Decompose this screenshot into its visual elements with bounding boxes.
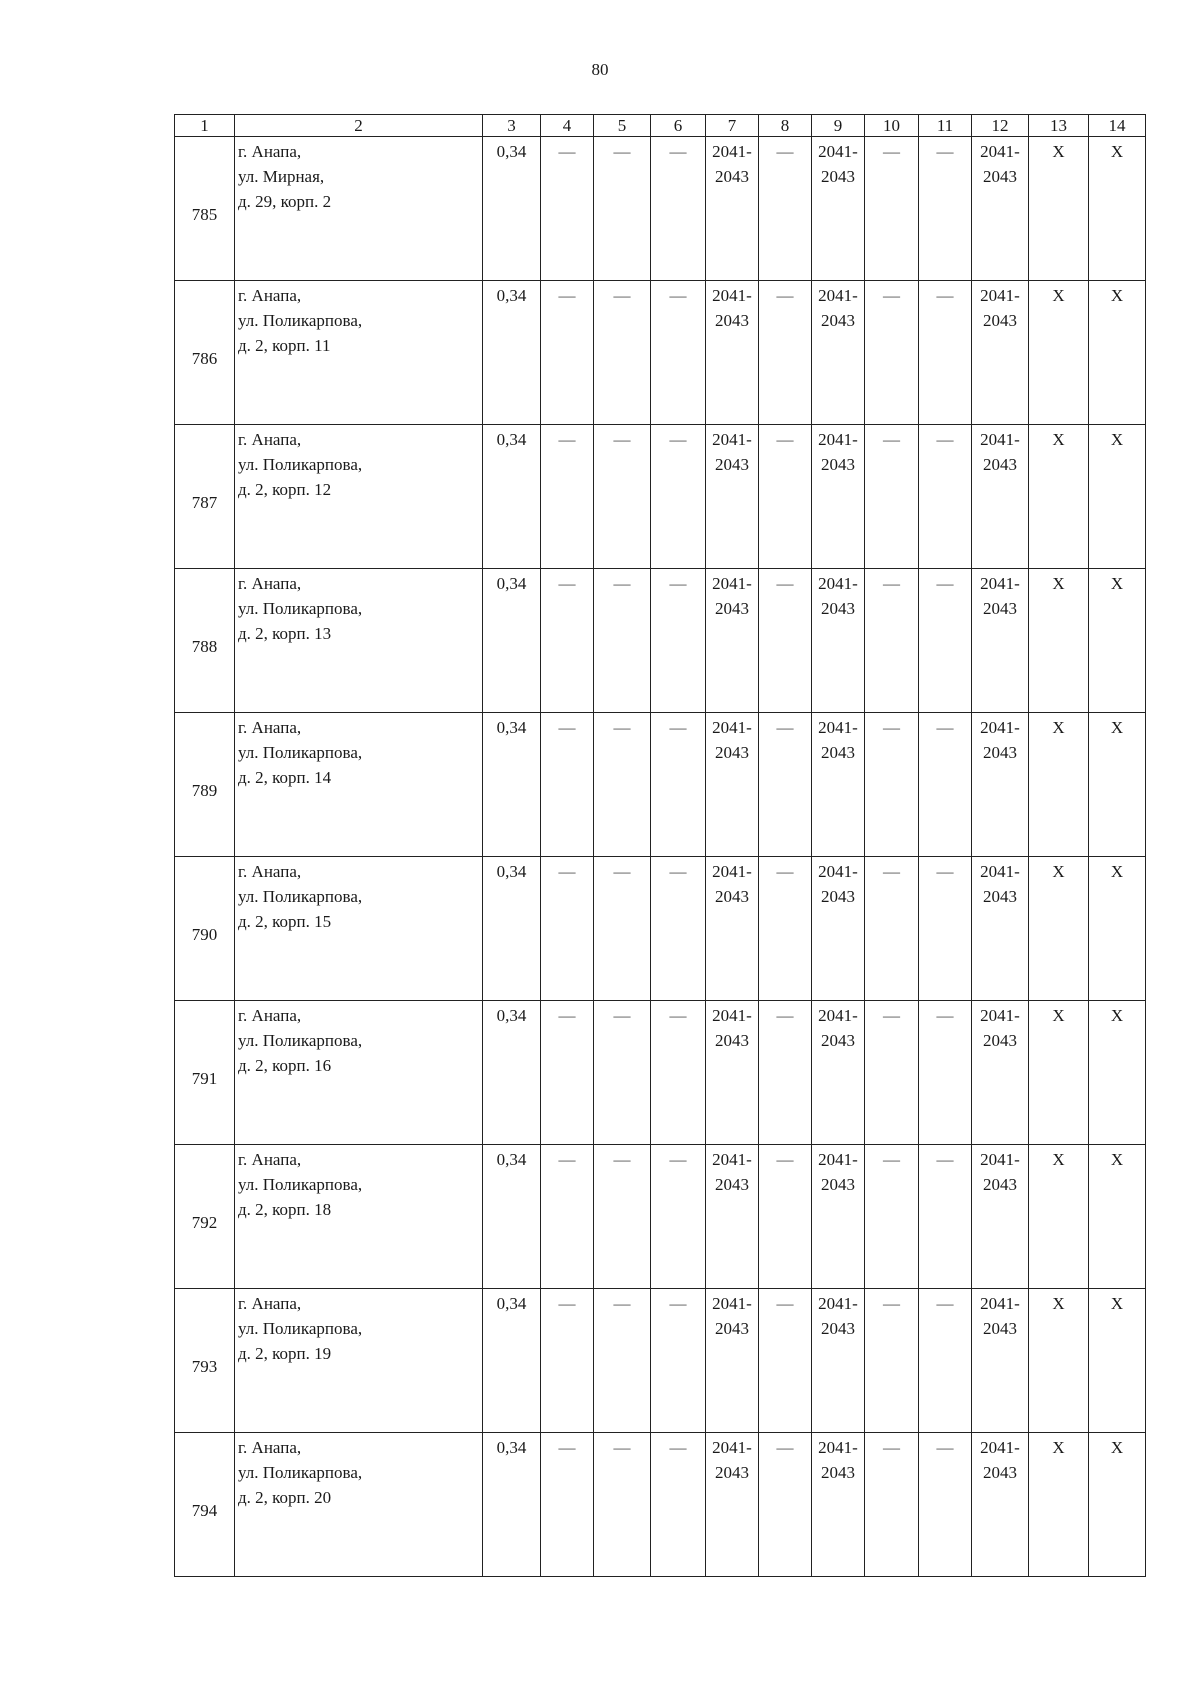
period-cell-col7 (706, 1145, 759, 1289)
period-cell-col12 (972, 1145, 1029, 1289)
empty-cell-col8: — (759, 857, 812, 1001)
empty-cell-col11: — (919, 569, 972, 713)
period-end: 2043 (715, 167, 749, 186)
column-header-1: 1 (175, 115, 235, 137)
period-end: 2043 (983, 167, 1017, 186)
period-start: 2041- (980, 1438, 1020, 1457)
period-start: 2041- (712, 286, 752, 305)
empty-cell-col4: — (541, 857, 594, 1001)
period-start: 2041- (980, 574, 1020, 593)
empty-cell-col8: — (759, 569, 812, 713)
table-row (175, 281, 1146, 425)
column-header-12: 12 (972, 115, 1029, 137)
empty-cell-col6: — (651, 857, 706, 1001)
address-line: г. Анапа, (238, 430, 302, 449)
empty-cell-col8: — (759, 281, 812, 425)
period-cell-col9 (812, 1001, 865, 1145)
period-cell-col12 (972, 1433, 1029, 1577)
empty-cell-col4: — (541, 281, 594, 425)
empty-cell-col11: — (919, 281, 972, 425)
period-start: 2041- (818, 1006, 858, 1025)
address-cell (235, 281, 483, 425)
value-cell: 0,34 (483, 137, 541, 281)
address-line: ул. Поликарпова, (238, 1175, 363, 1194)
period-start: 2041- (980, 862, 1020, 881)
empty-cell-col4: — (541, 425, 594, 569)
empty-cell-col11: — (919, 1001, 972, 1145)
address-line: ул. Поликарпова, (238, 311, 363, 330)
value-cell: 0,34 (483, 1145, 541, 1289)
period-end: 2043 (983, 311, 1017, 330)
mark-cell-col14: Х (1089, 713, 1146, 857)
address-line: ул. Поликарпова, (238, 599, 363, 618)
mark-cell-col13: Х (1029, 569, 1089, 713)
row-number: 794 (175, 1433, 235, 1577)
period-end: 2043 (715, 887, 749, 906)
table-row (175, 425, 1146, 569)
column-header-11: 11 (919, 115, 972, 137)
period-cell-col7 (706, 281, 759, 425)
period-start: 2041- (712, 142, 752, 161)
table-row (175, 857, 1146, 1001)
period-cell-col9 (812, 425, 865, 569)
row-number: 790 (175, 857, 235, 1001)
period-start: 2041- (818, 1150, 858, 1169)
mark-cell-col14: Х (1089, 137, 1146, 281)
address-cell (235, 1145, 483, 1289)
address-line: ул. Поликарпова, (238, 1463, 363, 1482)
empty-cell-col5: — (594, 1289, 651, 1433)
mark-cell-col13: Х (1029, 1289, 1089, 1433)
period-start: 2041- (712, 1438, 752, 1457)
period-cell-col12 (972, 569, 1029, 713)
row-number: 785 (175, 137, 235, 281)
table-row (175, 1433, 1146, 1577)
address-cell (235, 857, 483, 1001)
period-cell-col12 (972, 1289, 1029, 1433)
empty-cell-col5: — (594, 1001, 651, 1145)
value-cell: 0,34 (483, 1001, 541, 1145)
empty-cell-col5: — (594, 281, 651, 425)
empty-cell-col5: — (594, 857, 651, 1001)
period-start: 2041- (818, 1294, 858, 1313)
period-start: 2041- (712, 1294, 752, 1313)
table-row (175, 1001, 1146, 1145)
row-number: 793 (175, 1289, 235, 1433)
period-cell-col7 (706, 1289, 759, 1433)
column-header-6: 6 (651, 115, 706, 137)
period-end: 2043 (821, 887, 855, 906)
empty-cell-col11: — (919, 857, 972, 1001)
empty-cell-col5: — (594, 137, 651, 281)
empty-cell-col6: — (651, 569, 706, 713)
address-line: д. 2, корп. 11 (238, 336, 331, 355)
value-cell: 0,34 (483, 1433, 541, 1577)
empty-cell-col8: — (759, 1145, 812, 1289)
period-start: 2041- (712, 1006, 752, 1025)
period-start: 2041- (712, 1150, 752, 1169)
mark-cell-col14: Х (1089, 569, 1146, 713)
address-line: д. 2, корп. 15 (238, 912, 332, 931)
period-cell-col12 (972, 713, 1029, 857)
column-header-7: 7 (706, 115, 759, 137)
mark-cell-col14: Х (1089, 1001, 1146, 1145)
empty-cell-col10: — (865, 425, 919, 569)
empty-cell-col8: — (759, 425, 812, 569)
mark-cell-col14: Х (1089, 425, 1146, 569)
period-start: 2041- (712, 574, 752, 593)
period-start: 2041- (980, 1006, 1020, 1025)
period-cell-col9 (812, 1145, 865, 1289)
period-cell-col7 (706, 1433, 759, 1577)
period-start: 2041- (712, 430, 752, 449)
column-header-10: 10 (865, 115, 919, 137)
period-end: 2043 (983, 887, 1017, 906)
period-cell-col9 (812, 569, 865, 713)
empty-cell-col6: — (651, 425, 706, 569)
period-start: 2041- (818, 1438, 858, 1457)
table-row (175, 1145, 1146, 1289)
period-end: 2043 (983, 1031, 1017, 1050)
mark-cell-col14: Х (1089, 857, 1146, 1001)
address-line: ул. Поликарпова, (238, 743, 363, 762)
period-end: 2043 (983, 1463, 1017, 1482)
empty-cell-col6: — (651, 1433, 706, 1577)
empty-cell-col6: — (651, 1289, 706, 1433)
empty-cell-col11: — (919, 425, 972, 569)
mark-cell-col14: Х (1089, 1433, 1146, 1577)
period-end: 2043 (983, 743, 1017, 762)
address-cell (235, 137, 483, 281)
period-cell-col9 (812, 713, 865, 857)
period-start: 2041- (980, 718, 1020, 737)
row-number: 787 (175, 425, 235, 569)
empty-cell-col8: — (759, 713, 812, 857)
empty-cell-col4: — (541, 1145, 594, 1289)
mark-cell-col14: Х (1089, 1289, 1146, 1433)
period-cell-col12 (972, 281, 1029, 425)
empty-cell-col4: — (541, 1433, 594, 1577)
period-cell-col7 (706, 713, 759, 857)
empty-cell-col10: — (865, 569, 919, 713)
empty-cell-col10: — (865, 281, 919, 425)
empty-cell-col5: — (594, 1145, 651, 1289)
value-cell: 0,34 (483, 713, 541, 857)
empty-cell-col10: — (865, 857, 919, 1001)
value-cell: 0,34 (483, 569, 541, 713)
address-line: г. Анапа, (238, 286, 302, 305)
address-line: д. 2, корп. 18 (238, 1200, 332, 1219)
period-end: 2043 (821, 1175, 855, 1194)
empty-cell-col10: — (865, 137, 919, 281)
address-line: ул. Поликарпова, (238, 455, 363, 474)
empty-cell-col5: — (594, 1433, 651, 1577)
empty-cell-col10: — (865, 1289, 919, 1433)
empty-cell-col4: — (541, 1001, 594, 1145)
period-cell-col7 (706, 857, 759, 1001)
address-line: г. Анапа, (238, 1438, 302, 1457)
address-cell (235, 569, 483, 713)
empty-cell-col5: — (594, 425, 651, 569)
period-end: 2043 (821, 167, 855, 186)
period-start: 2041- (980, 430, 1020, 449)
empty-cell-col4: — (541, 1289, 594, 1433)
table-row (175, 713, 1146, 857)
empty-cell-col8: — (759, 1433, 812, 1577)
address-line: ул. Мирная, (238, 167, 325, 186)
value-cell: 0,34 (483, 1289, 541, 1433)
address-line: д. 2, корп. 14 (238, 768, 332, 787)
address-line: ул. Поликарпова, (238, 1319, 363, 1338)
period-end: 2043 (715, 1319, 749, 1338)
address-cell (235, 1289, 483, 1433)
empty-cell-col8: — (759, 1289, 812, 1433)
address-line: г. Анапа, (238, 862, 302, 881)
period-cell-col9 (812, 1433, 865, 1577)
empty-cell-col6: — (651, 713, 706, 857)
column-header-13: 13 (1029, 115, 1089, 137)
row-number: 786 (175, 281, 235, 425)
empty-cell-col11: — (919, 1145, 972, 1289)
address-line: д. 2, корп. 16 (238, 1056, 332, 1075)
address-line: ул. Поликарпова, (238, 887, 363, 906)
empty-cell-col11: — (919, 137, 972, 281)
period-end: 2043 (715, 1463, 749, 1482)
address-line: д. 29, корп. 2 (238, 192, 332, 211)
period-end: 2043 (715, 311, 749, 330)
period-end: 2043 (983, 1319, 1017, 1338)
empty-cell-col11: — (919, 1289, 972, 1433)
address-line: д. 2, корп. 12 (238, 480, 332, 499)
period-cell-col7 (706, 137, 759, 281)
address-cell (235, 1433, 483, 1577)
empty-cell-col6: — (651, 1145, 706, 1289)
mark-cell-col13: Х (1029, 281, 1089, 425)
value-cell: 0,34 (483, 281, 541, 425)
table-row (175, 1289, 1146, 1433)
period-end: 2043 (983, 455, 1017, 474)
period-start: 2041- (980, 1294, 1020, 1313)
empty-cell-col8: — (759, 1001, 812, 1145)
empty-cell-col10: — (865, 1001, 919, 1145)
empty-cell-col11: — (919, 1433, 972, 1577)
address-line: д. 2, корп. 19 (238, 1344, 332, 1363)
empty-cell-col4: — (541, 569, 594, 713)
period-end: 2043 (821, 1031, 855, 1050)
empty-cell-col10: — (865, 1433, 919, 1577)
period-start: 2041- (980, 142, 1020, 161)
empty-cell-col4: — (541, 713, 594, 857)
mark-cell-col13: Х (1029, 1433, 1089, 1577)
period-end: 2043 (821, 743, 855, 762)
address-cell (235, 425, 483, 569)
period-end: 2043 (983, 1175, 1017, 1194)
period-start: 2041- (980, 1150, 1020, 1169)
empty-cell-col10: — (865, 713, 919, 857)
address-line: д. 2, корп. 20 (238, 1488, 332, 1507)
mark-cell-col13: Х (1029, 713, 1089, 857)
column-header-4: 4 (541, 115, 594, 137)
column-header-8: 8 (759, 115, 812, 137)
header-row (175, 115, 1146, 137)
period-start: 2041- (712, 718, 752, 737)
period-end: 2043 (715, 455, 749, 474)
mark-cell-col14: Х (1089, 281, 1146, 425)
page-number: 80 (591, 60, 609, 79)
address-cell (235, 713, 483, 857)
address-line: г. Анапа, (238, 574, 302, 593)
period-cell-col7 (706, 425, 759, 569)
column-header-2: 2 (235, 115, 483, 137)
column-header-9: 9 (812, 115, 865, 137)
register-table (174, 114, 1146, 1577)
row-number: 792 (175, 1145, 235, 1289)
empty-cell-col6: — (651, 281, 706, 425)
empty-cell-col4: — (541, 137, 594, 281)
period-cell-col12 (972, 857, 1029, 1001)
mark-cell-col13: Х (1029, 425, 1089, 569)
period-end: 2043 (715, 1031, 749, 1050)
mark-cell-col13: Х (1029, 1001, 1089, 1145)
period-start: 2041- (818, 286, 858, 305)
address-line: г. Анапа, (238, 1150, 302, 1169)
address-line: ул. Поликарпова, (238, 1031, 363, 1050)
row-number: 788 (175, 569, 235, 713)
period-end: 2043 (821, 599, 855, 618)
address-cell (235, 1001, 483, 1145)
period-end: 2043 (821, 1319, 855, 1338)
period-end: 2043 (821, 455, 855, 474)
mark-cell-col13: Х (1029, 1145, 1089, 1289)
empty-cell-col10: — (865, 1145, 919, 1289)
period-cell-col9 (812, 137, 865, 281)
empty-cell-col6: — (651, 137, 706, 281)
period-end: 2043 (821, 311, 855, 330)
mark-cell-col14: Х (1089, 1145, 1146, 1289)
period-start: 2041- (980, 286, 1020, 305)
period-start: 2041- (818, 430, 858, 449)
period-start: 2041- (818, 862, 858, 881)
address-line: г. Анапа, (238, 718, 302, 737)
mark-cell-col13: Х (1029, 857, 1089, 1001)
period-cell-col7 (706, 1001, 759, 1145)
empty-cell-col5: — (594, 569, 651, 713)
row-number: 789 (175, 713, 235, 857)
table-row (175, 137, 1146, 281)
period-start: 2041- (818, 718, 858, 737)
period-end: 2043 (715, 1175, 749, 1194)
address-line: г. Анапа, (238, 1294, 302, 1313)
empty-cell-col11: — (919, 713, 972, 857)
period-end: 2043 (983, 599, 1017, 618)
empty-cell-col6: — (651, 1001, 706, 1145)
column-header-5: 5 (594, 115, 651, 137)
period-cell-col12 (972, 425, 1029, 569)
period-start: 2041- (712, 862, 752, 881)
period-start: 2041- (818, 574, 858, 593)
value-cell: 0,34 (483, 425, 541, 569)
period-cell-col9 (812, 1289, 865, 1433)
period-start: 2041- (818, 142, 858, 161)
column-header-14: 14 (1089, 115, 1146, 137)
period-cell-col9 (812, 857, 865, 1001)
table-body (175, 137, 1146, 1577)
period-cell-col12 (972, 137, 1029, 281)
period-cell-col9 (812, 281, 865, 425)
empty-cell-col5: — (594, 713, 651, 857)
period-cell-col12 (972, 1001, 1029, 1145)
period-end: 2043 (715, 743, 749, 762)
empty-cell-col8: — (759, 137, 812, 281)
value-cell: 0,34 (483, 857, 541, 1001)
address-line: д. 2, корп. 13 (238, 624, 332, 643)
period-end: 2043 (715, 599, 749, 618)
row-number: 791 (175, 1001, 235, 1145)
address-line: г. Анапа, (238, 142, 302, 161)
period-cell-col7 (706, 569, 759, 713)
mark-cell-col13: Х (1029, 137, 1089, 281)
period-end: 2043 (821, 1463, 855, 1482)
address-line: г. Анапа, (238, 1006, 302, 1025)
table-row (175, 569, 1146, 713)
column-header-3: 3 (483, 115, 541, 137)
